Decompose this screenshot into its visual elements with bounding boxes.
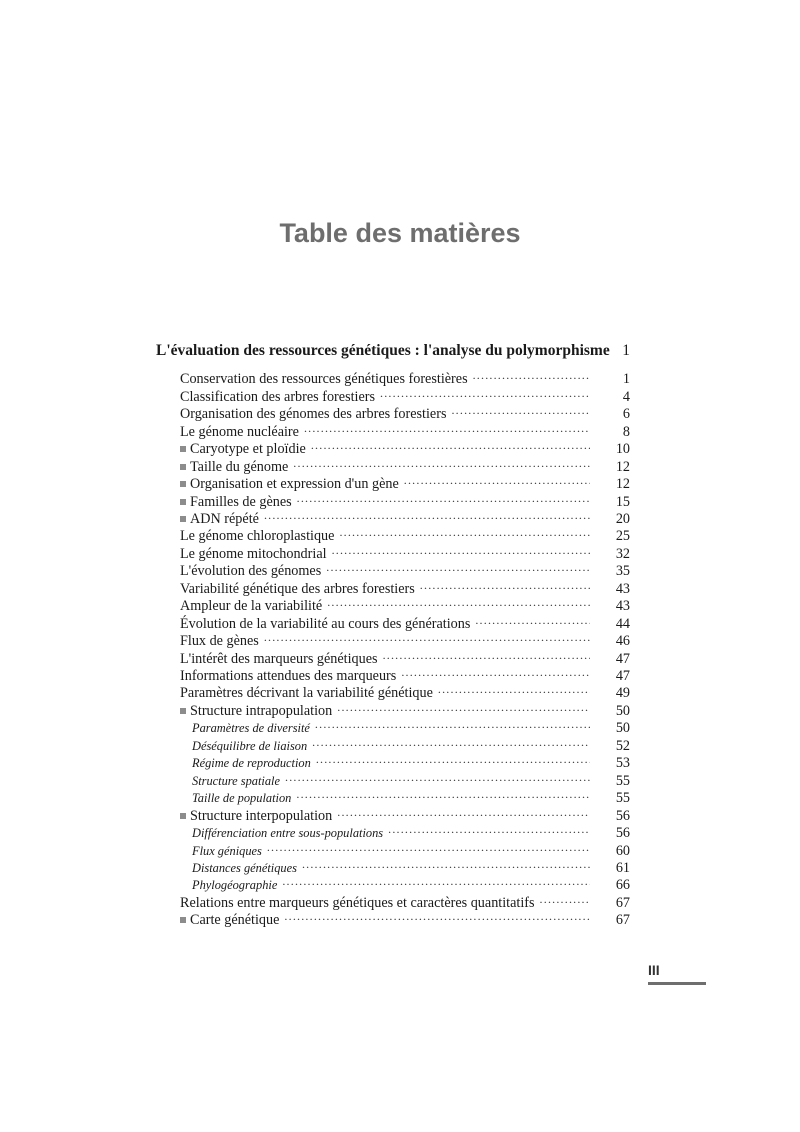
toc-entry[interactable] bbox=[180, 541, 630, 562]
toc-entry-page-number: 52 bbox=[615, 737, 630, 754]
toc-entry-title: Distances génétiques bbox=[192, 860, 297, 875]
chapter-title: L'évaluation des ressources génétiques : l'analyse du polymorphisme bbox=[156, 342, 610, 359]
toc-entry[interactable] bbox=[180, 488, 630, 510]
toc-entry[interactable] bbox=[180, 436, 630, 458]
toc-entry-title: Flux de gènes bbox=[180, 633, 259, 650]
toc-entry[interactable] bbox=[192, 732, 630, 754]
dot-leader bbox=[264, 628, 590, 645]
dot-leader bbox=[285, 767, 590, 784]
dot-leader bbox=[380, 383, 590, 400]
toc-entry[interactable] bbox=[192, 715, 630, 737]
dot-leader bbox=[383, 645, 590, 662]
dot-leader bbox=[267, 837, 590, 854]
toc-entry-page-number: 46 bbox=[615, 633, 630, 650]
dot-leader bbox=[326, 558, 590, 575]
toc-entry-title: Le génome chloroplastique bbox=[180, 528, 335, 545]
toc-entry[interactable] bbox=[180, 523, 630, 545]
chapter-page-number: 1 bbox=[622, 342, 630, 359]
toc-entry-title: Flux géniques bbox=[192, 843, 262, 858]
toc-entry-title: Classification des arbres forestiers bbox=[180, 388, 376, 405]
toc-entry-page-number: 44 bbox=[615, 615, 630, 632]
toc-entry-page-number: 61 bbox=[615, 859, 630, 876]
toc-entry[interactable] bbox=[192, 750, 630, 772]
toc-entry-title: Structure intrapopulation bbox=[190, 702, 333, 719]
dot-leader bbox=[388, 820, 590, 837]
square-bullet-icon bbox=[180, 499, 186, 505]
toc-entry-page-number: 12 bbox=[615, 476, 630, 493]
toc-entry-page-number: 66 bbox=[615, 877, 630, 894]
dot-leader bbox=[302, 855, 590, 872]
toc-entry-title: ADN répété bbox=[190, 510, 259, 527]
toc-entry-page-number: 25 bbox=[615, 528, 630, 545]
dot-leader bbox=[327, 593, 590, 610]
toc-entry[interactable] bbox=[180, 645, 630, 667]
toc-entry-page-number: 8 bbox=[622, 423, 630, 440]
toc-entry-page-number: 67 bbox=[615, 912, 630, 929]
toc-entry-title: Évolution de la variabilité au cours des générations bbox=[180, 615, 471, 632]
toc-entry-title: Structure spatiale bbox=[192, 773, 280, 788]
square-bullet-icon bbox=[180, 813, 186, 819]
toc-entry-title: Ampleur de la variabilité bbox=[180, 598, 323, 615]
toc-entry-title: Carte génétique bbox=[190, 912, 280, 929]
toc-entry-title: Paramètres décrivant la variabilité génétique bbox=[180, 685, 433, 702]
toc-entry-page-number: 60 bbox=[615, 842, 630, 859]
toc-entry-title: Déséquilibre de liaison bbox=[192, 738, 308, 753]
toc-entry-page-number: 10 bbox=[615, 441, 630, 458]
dot-leader bbox=[337, 802, 590, 819]
dot-leader bbox=[473, 366, 590, 383]
toc-entry-page-number: 32 bbox=[615, 545, 630, 562]
toc-entry[interactable] bbox=[192, 820, 630, 842]
dot-leader bbox=[451, 401, 590, 418]
dot-leader bbox=[296, 785, 590, 802]
toc-entry-title: Caryotype et ploïdie bbox=[190, 441, 306, 458]
toc-entry[interactable] bbox=[180, 575, 630, 597]
dot-leader bbox=[312, 732, 590, 749]
folio-rule bbox=[648, 982, 706, 985]
square-bullet-icon bbox=[180, 516, 186, 522]
chapter-heading[interactable] bbox=[156, 342, 630, 364]
toc-entry-title: Paramètres de diversité bbox=[192, 721, 310, 736]
toc-entry[interactable] bbox=[180, 680, 630, 702]
toc-entry-title: Taille du génome bbox=[190, 458, 289, 475]
page-title: Table des matières bbox=[279, 218, 521, 248]
toc-entry-title: Organisation et expression d'un gène bbox=[190, 476, 399, 493]
toc-entry-page-number: 43 bbox=[615, 598, 630, 615]
toc-entry-title: L'intérêt des marqueurs génétiques bbox=[180, 650, 378, 667]
toc-entry-title: Conservation des ressources génétiques forestières bbox=[180, 371, 468, 388]
toc-entry[interactable] bbox=[192, 785, 630, 807]
dot-leader bbox=[339, 523, 590, 540]
dot-leader bbox=[420, 575, 590, 592]
toc-entry-title: Relations entre marqueurs génétiques et caractères quantitatifs bbox=[180, 894, 535, 911]
toc-entry[interactable] bbox=[180, 366, 630, 388]
toc-entry-page-number: 6 bbox=[622, 406, 630, 423]
toc-entry-page-number: 4 bbox=[622, 388, 630, 405]
square-bullet-icon bbox=[180, 446, 186, 452]
dot-leader bbox=[438, 680, 590, 697]
dot-leader bbox=[311, 436, 590, 453]
toc-entry[interactable] bbox=[180, 453, 630, 475]
toc-entry-page-number: 55 bbox=[615, 790, 630, 807]
toc-entry-page-number: 1 bbox=[622, 371, 630, 388]
toc-entry-page-number: 20 bbox=[615, 510, 630, 527]
toc-entry-title: Familles de gènes bbox=[190, 493, 292, 510]
toc-entry[interactable] bbox=[180, 610, 630, 632]
toc-entry[interactable] bbox=[192, 767, 630, 789]
dot-leader bbox=[316, 750, 590, 767]
toc-entry[interactable] bbox=[180, 698, 630, 719]
toc-entry-page-number: 47 bbox=[615, 668, 630, 685]
toc-entry-title: Variabilité génétique des arbres forestiers bbox=[180, 580, 415, 597]
toc-entry[interactable] bbox=[180, 593, 630, 615]
toc-entry-page-number: 50 bbox=[615, 702, 630, 719]
toc-entry-page-number: 43 bbox=[615, 580, 630, 597]
dot-leader bbox=[264, 506, 590, 523]
toc-entry[interactable] bbox=[180, 506, 630, 527]
dot-leader bbox=[332, 541, 590, 558]
toc-entry[interactable] bbox=[180, 907, 630, 929]
toc-entry-page-number: 47 bbox=[615, 650, 630, 667]
toc-entry-page-number: 15 bbox=[615, 493, 630, 510]
toc-entry[interactable] bbox=[180, 558, 630, 580]
toc-entry-page-number: 56 bbox=[615, 807, 630, 824]
dot-leader bbox=[293, 453, 590, 470]
toc-entry-title: Le génome mitochondrial bbox=[180, 545, 327, 562]
dot-leader bbox=[304, 418, 590, 435]
toc-entry-page-number: 49 bbox=[615, 685, 630, 702]
toc-entry-title: L'évolution des génomes bbox=[180, 563, 322, 580]
toc-entry-title: Phylogéographie bbox=[192, 878, 278, 893]
dot-leader bbox=[401, 663, 590, 680]
dot-leader bbox=[540, 890, 590, 907]
toc-entry[interactable] bbox=[192, 855, 630, 876]
toc-entry[interactable] bbox=[180, 628, 630, 650]
toc-entry-page-number: 50 bbox=[615, 720, 630, 737]
toc-entry[interactable] bbox=[180, 890, 630, 911]
toc-entry[interactable] bbox=[192, 837, 630, 859]
dot-leader bbox=[404, 471, 590, 488]
dot-leader bbox=[282, 872, 590, 889]
toc-entry-page-number: 35 bbox=[615, 563, 630, 580]
toc-entry-page-number: 67 bbox=[615, 894, 630, 911]
toc-entry-title: Le génome nucléaire bbox=[180, 423, 299, 440]
toc-entry-page-number: 55 bbox=[615, 772, 630, 789]
dot-leader bbox=[475, 610, 590, 627]
page-folio: III bbox=[648, 962, 660, 978]
square-bullet-icon bbox=[180, 917, 186, 923]
toc-entry[interactable] bbox=[180, 663, 630, 685]
square-bullet-icon bbox=[180, 708, 186, 714]
toc-entry-title: Régime de reproduction bbox=[192, 756, 311, 771]
square-bullet-icon bbox=[180, 481, 186, 487]
toc-entry[interactable] bbox=[180, 401, 630, 423]
toc-entry[interactable] bbox=[180, 383, 630, 405]
toc-entry[interactable] bbox=[180, 418, 630, 440]
dot-leader bbox=[315, 715, 590, 732]
toc-entry-title: Organisation des génomes des arbres forestiers bbox=[180, 406, 447, 423]
square-bullet-icon bbox=[180, 464, 186, 470]
toc-entry[interactable] bbox=[180, 802, 630, 824]
toc-entry-title: Taille de population bbox=[192, 791, 292, 806]
dot-leader bbox=[297, 488, 590, 505]
dot-leader bbox=[284, 907, 590, 924]
toc-entry[interactable] bbox=[180, 471, 630, 493]
toc-entry-page-number: 53 bbox=[615, 755, 630, 772]
toc-entry-page-number: 56 bbox=[615, 825, 630, 842]
toc-entry-title: Informations attendues des marqueurs bbox=[180, 668, 397, 685]
dot-leader bbox=[337, 698, 590, 715]
toc-entry-title: Différenciation entre sous-populations bbox=[192, 826, 384, 841]
toc-entry-title: Structure interpopulation bbox=[190, 807, 333, 824]
toc-entry-page-number: 12 bbox=[615, 458, 630, 475]
toc-entry[interactable] bbox=[192, 872, 630, 894]
